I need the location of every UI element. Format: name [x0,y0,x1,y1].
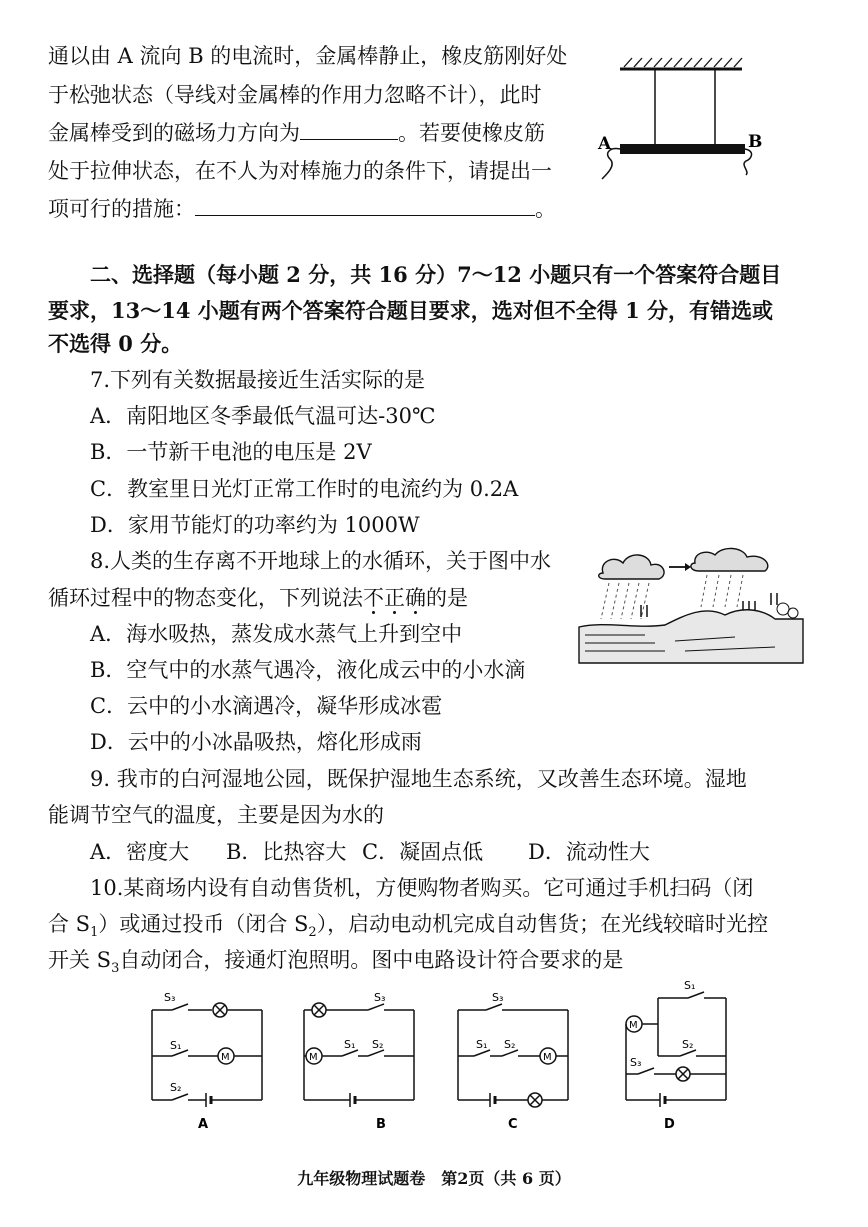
q6-text-line-5: 项可行的措施： 。 [48,197,556,221]
q9-option-b[interactable]: B．比热容大 [226,840,347,864]
circuit-b-s3-label: S₃ [374,991,386,1004]
q9-option-a[interactable]: A．密度大 [90,840,190,864]
q7-option-c[interactable]: C．教室里日光灯正常工作时的电流约为 0.2A [90,477,519,501]
q9-stem-line-1: 9. 我市的白河湿地公园，既保护湿地生态系统，又改善生态环境。湿地 [90,767,747,791]
q8-stem-line-1: 8.人类的生存离不开地球上的水循环，关于图中水 [90,549,552,573]
answer-blank-measure[interactable] [195,195,535,216]
section2-line-1: 二、选择题（每小题 2 分，共 16 分）7～12 小题只有一个答案符合题目 [90,262,782,287]
label-a: A [598,134,612,154]
circuit-b-label: B [376,1117,386,1132]
circuit-d-s3-label: S₃ [630,1056,642,1069]
answer-blank-force-direction[interactable] [300,119,398,140]
water-cycle-figure [575,545,805,663]
q6-text-line-2: 于松弛状态（导线对金属棒的作用力忽略不计），此时 [48,83,542,107]
circuit-b-s2-label: S₂ [372,1038,384,1051]
rod-suspension-figure [590,55,763,190]
circuit-c-label: C [508,1117,518,1132]
section2-line-3: 不选得 0 分。 [48,331,183,356]
circuit-a-label: A [198,1117,209,1132]
circuit-a-s2-label: S₂ [170,1081,182,1094]
q7-stem: 7.下列有关数据最接近生活实际的是 [90,368,426,392]
circuit-d-label: D [664,1117,675,1132]
page-footer: 九年级物理试题卷 第2页（共 6 页） [297,1169,571,1188]
circuit-c-motor-label: M [543,1052,552,1063]
q10-stem-line-2: 合 $S_1$）或通过投币（闭合 $S_2$），启动电动机完成自动售货；在光线较暗时光控 [48,912,769,941]
circuit-b-motor-label: M [309,1052,318,1063]
q8-stem-line-2: 循环过程中的物态变化，下列说法不正确的是 [48,586,468,610]
circuit-d-s2-label: S₂ [682,1038,694,1051]
section2-line-2: 要求，13～14 小题有两个答案符合题目要求，选对但不全得 1 分，有错选或 [48,298,773,323]
q9-option-c[interactable]: C．凝固点低 [362,840,484,864]
q7-option-a[interactable]: A．南阳地区冬季最低气温可达-30℃ [90,404,436,428]
q8-option-a[interactable]: A．海水吸热，蒸发成水蒸气上升到空中 [90,622,463,646]
circuit-a[interactable] [140,988,275,1133]
q7-option-b[interactable]: B．一节新干电池的电压是 2V [90,440,372,464]
q9-stem-line-2: 能调节空气的温度，主要是因为水的 [48,803,384,827]
circuit-a-s1-label: S₁ [170,1039,182,1052]
q10-stem-line-1: 10.某商场内设有自动售货机，方便购物者购买。它可通过手机扫码（闭 [90,876,754,900]
circuit-d[interactable] [608,976,743,1134]
q8-option-b[interactable]: B．空气中的水蒸气遇冷，液化成云中的小水滴 [90,658,526,682]
q8-option-d[interactable]: D．云中的小冰晶吸热，熔化形成雨 [90,730,422,754]
circuit-c-s3-label: S₃ [492,991,504,1004]
circuit-a-motor-label: M [221,1052,230,1063]
circuit-b[interactable] [292,988,427,1133]
circuit-d-motor-label: M [629,1020,638,1031]
circuit-c-s1-label: S₁ [476,1038,488,1051]
circuit-a-s3-label: S₃ [164,991,176,1004]
circuit-c-s2-label: S₂ [504,1038,516,1051]
label-b: B [748,132,763,152]
q8-option-c[interactable]: C．云中的小水滴遇冷，凝华形成冰雹 [90,694,443,718]
circuit-b-s1-label: S₁ [344,1038,356,1051]
circuit-d-s1-label: S₁ [684,979,696,992]
q9-option-d[interactable]: D．流动性大 [528,840,650,864]
q6-text-line-1: 通以由 A 流向 B 的电流时，金属棒静止，橡皮筋刚好处 [48,44,568,68]
q6-text-line-3: 金属棒受到的磁场力方向为 。若要使橡皮筋 [48,121,545,145]
metal-rod [620,144,745,154]
q7-option-d[interactable]: D．家用节能灯的功率约为 1000W [90,513,420,537]
circuit-c[interactable] [446,988,581,1133]
q10-stem-line-3: 开关 $S_3$自动闭合，接通灯泡照明。图中电路设计符合要求的是 [48,948,624,977]
q6-text-line-4: 处于拉伸状态，在不人为对棒施力的条件下，请提出一 [48,159,552,183]
